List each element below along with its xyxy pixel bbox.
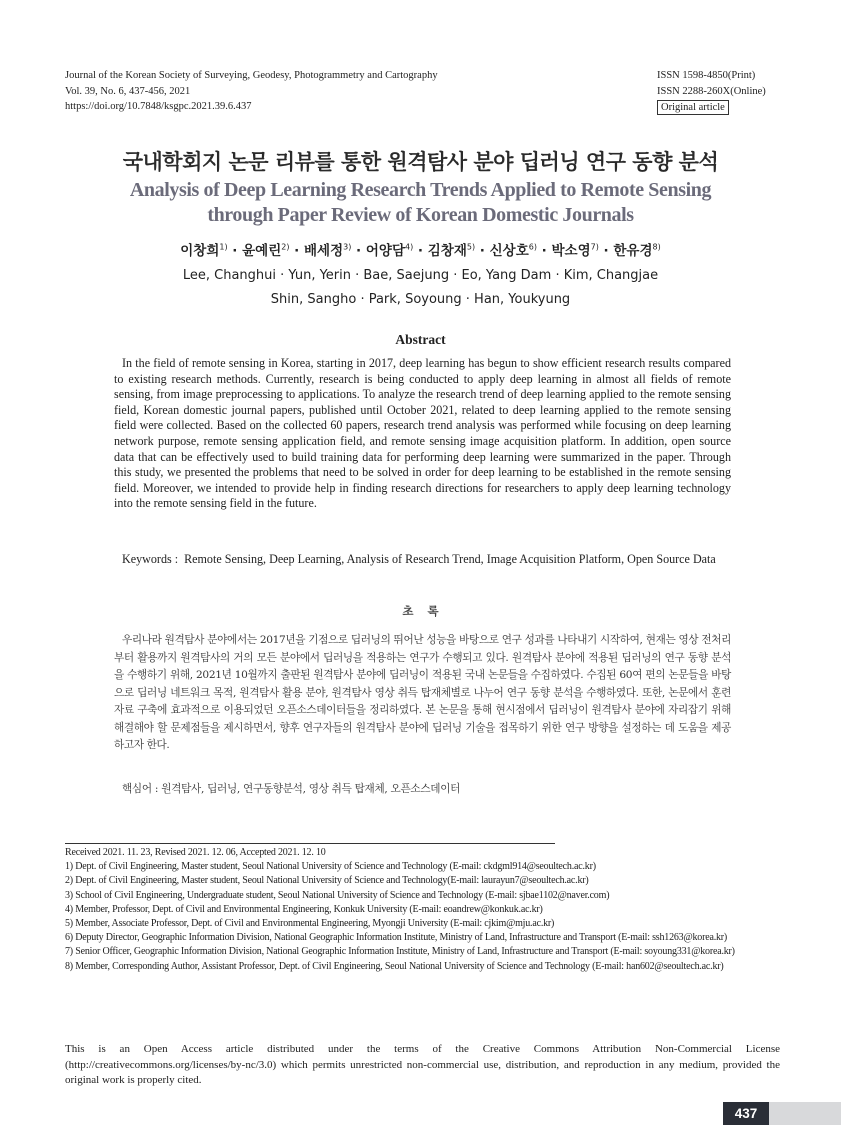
footnote: 4) Member, Professor, Dept. of Civil and Environmental Engineering, Konkuk University (E-mail: eoandrew@konkuk.ac.kr)	[65, 903, 543, 915]
footnote: 3) School of Civil Engineering, Undergraduate student, Seoul National University of Science and Technology (E-mail: sjbae1102@naver.com)	[65, 889, 610, 901]
license-notice: This is an Open Access article distributed under the terms of the Creative Commons Attribution Non-Commercial License (http://creativecommons.org/licenses/by-nc/3.0) which permits unrestricted non-commercial use, distribution, and reproduction in any medium, provided the original work is properly cited.	[65, 1043, 780, 1086]
keywords	[122, 552, 732, 568]
volume-info: Vol. 39, No. 6, 437-456, 2021	[65, 85, 191, 97]
author: 박소영$^{7)}$	[551, 242, 599, 259]
english-title-line1: Analysis of Deep Learning Research Trends Applied to Remote Sensing	[129, 179, 712, 201]
korean-title: 국내학회지 논문 리뷰를 통한 원격탐사 분야 딥러닝 연구 동향 분석	[122, 150, 719, 174]
journal-name: Journal of the Korean Society of Surveying, Geodesy, Photogrammetry and Cartography	[65, 70, 438, 81]
issn-print: ISSN 1598-4850(Print)	[657, 70, 756, 81]
keywords-label: Keywords :	[122, 552, 179, 566]
author: 윤예린$^{2)}$	[242, 242, 290, 259]
doi-link[interactable]: https://doi.org/10.7848/ksgpc.2021.39.6.437	[65, 101, 252, 112]
author: 이창희$^{1)}$	[180, 242, 228, 259]
english-authors-line1: Lee, Changhui · Yun, Yerin · Bae, Saejung · Eo, Yang Dam · Kim, Changjae	[182, 268, 659, 283]
author: 김창재$^{5)}$	[427, 242, 476, 259]
author: 한유경$^{8)}$	[613, 242, 661, 259]
english-title	[0, 178, 841, 228]
page-number-bar	[723, 1102, 841, 1125]
footnotes	[65, 846, 785, 974]
issn-online: ISSN 2288-260X(Online)	[657, 85, 766, 97]
footnote: 7) Senior Officer, Geographic Information Division, National Geographic Information Institute, Ministry of Land, Infrastructure and Transport (E-mail: soyoung331@korea.kr)	[65, 946, 735, 958]
footnote: 8) Member, Corresponding Author, Assistant Professor, Dept. of Civil Engineering, Seoul National University of Science and Technology (E-mail: han602@seoultech.ac.kr)	[65, 960, 724, 972]
footnote: 2) Dept. of Civil Engineering, Master student, Seoul National University of Science and Technology(E-mail: laurayun7@seoultech.ac.kr)	[65, 875, 589, 887]
abstract-text: In the field of remote sensing in Korea, starting in 2017, deep learning has begun to show efficient research results compared to existing research methods. Currently, research is being conducted to apply deep learning in almost all fields of remote sensing, from image preprocessing to applications. To analyze the research trend of deep learning applied to the remote sensing field, Korean domestic journal papers, published until October 2021, related to deep learning applied to the remote sensing field were collected. Based on the collected 60 papers, research trend analysis was performed while focusing on deep learning network purpose, remote sensing application field, and remote sensing image acquisition platform. In addition, open source data that can be effectively used to build training data for performing deep learning were summarized in the paper. Through this study, we presented the problems that need to be solved in order for deep learning to be established in the remote sensing field. Moreover, we intended to provide help in finding research directions for researchers to apply deep learning technology into the remote sensing field in the future.	[114, 356, 731, 511]
english-title-line2: through Paper Review of Korean Domestic Journals	[207, 204, 634, 226]
english-authors-line2: Shin, Sangho · Park, Soyoung · Han, Youkyung	[270, 292, 571, 307]
footnote: 5) Member, Associate Professor, Dept. of Civil and Environmental Engineering, Myongji University (E-mail: cjkim@mju.ac.kr)	[65, 918, 555, 930]
abstract-heading: Abstract	[395, 332, 446, 347]
received-dates: Received 2021. 11. 23, Revised 2021. 12. 06, Accepted 2021. 12. 10	[65, 847, 326, 858]
article-type-badge: Original article	[657, 100, 729, 115]
author: 어양담$^{4)}$	[365, 242, 414, 259]
korean-keywords: 핵심어 : 원격탐사, 딥러닝, 연구동향분석, 영상 취득 탑재체, 오픈소스데이터	[122, 783, 461, 795]
korean-authors: 이창희$^{1)}$ · 윤예린$^{2)}$ · 배세정$^{3)}$ · 어양담$^{4)}$ · 김창재$^{5)}$ · 신상호$^{6)}$ · 박소영$^{7)}$ · 한유경$^{8)}$	[180, 242, 661, 259]
author: 신상호$^{6)}$	[489, 242, 537, 259]
footnote: 6) Deputy Director, Geographic Information Division, National Geographic Information Institute, Ministry of Land, Infrastructure and Transport (E-mail: ssh1263@korea.kr)	[65, 932, 728, 944]
page-number: 437	[723, 1102, 769, 1125]
issn-block	[657, 68, 766, 116]
korean-abstract-text: 우리나라 원격탐사 분야에서는 2017년을 기점으로 딥러닝의 뛰어난 성능을 바탕으로 연구 성과를 나타내기 시작하여, 현재는 영상 전처리부터 활용까지 원격탐사의 거의 모든 분야에서 딥러닝을 적용하는 연구가 수행되고 있다. 원격탐사 분야에 적용된 딥러닝의 연구 동향 분석을 수행하기 위해, 2021년 10월까지 출판된 원격탐사 분야에 딥러닝이 적용된 국내 논문들을 수집하였다. 수집된 60여 편의 논문들을 바탕으로 딥러닝 네트워크 목적, 원격탐사 활용 분야, 원격탐사 영상 취득 탑재체별로 나누어 연구 동향 분석을 수행하였다. 또한, 논문에서 훈련자료 구축에 효과적으로 이용되었던 오픈소스데이터들을 정리하였다. 본 논문을 통해 현시점에서 딥러닝이 원격탐사 분야에 자리잡기 위해 해결해야 할 문제점들을 제시하면서, 향후 연구자들의 원격탐사 분야에 딥러닝 기술을 접목하기 위한 연구 방향을 설정하는 데 도움을 제공하고자 한다.	[114, 634, 731, 751]
english-authors	[0, 264, 841, 312]
keywords-list: Remote Sensing, Deep Learning, Analysis of Research Trend, Image Acquisition Platform, Open Source Data	[184, 552, 716, 566]
footnote-divider	[65, 843, 555, 844]
footnote: 1) Dept. of Civil Engineering, Master student, Seoul National University of Science and Technology (E-mail: ckdgml914@seoultech.ac.kr)	[65, 861, 596, 873]
korean-abstract-heading: 초록	[402, 604, 453, 618]
journal-header	[65, 68, 438, 115]
author: 배세정$^{3)}$	[304, 242, 352, 259]
